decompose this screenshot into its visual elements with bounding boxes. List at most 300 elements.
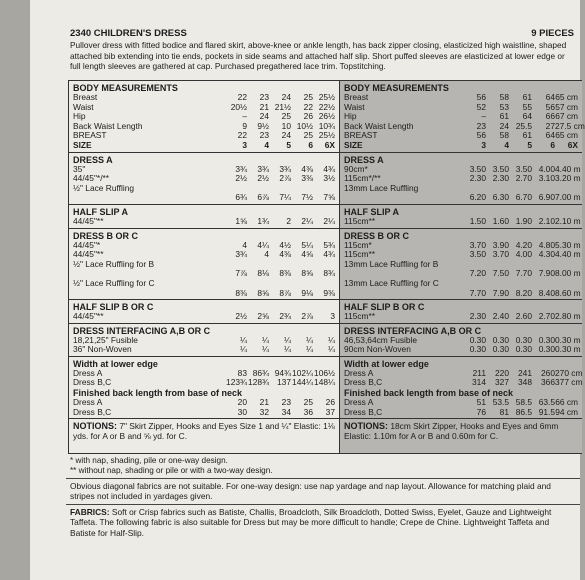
cell-value: 26 xyxy=(325,397,335,408)
table-row xyxy=(73,165,335,175)
notions-text: 18cm Skirt Zipper, Hooks and Eyes and 6mm Elastic: 1.10m for A or B and 0.60m for C. xyxy=(344,421,559,442)
chart-section xyxy=(340,300,582,324)
cell-value: 4⅜ xyxy=(301,163,313,174)
cell-value: 3¾ xyxy=(235,163,247,174)
cell-value: 148¼ xyxy=(314,377,335,388)
cell-value: ¼ xyxy=(306,344,313,355)
cell-value: 137 xyxy=(277,377,291,388)
cell-value: 220 xyxy=(495,367,509,378)
section-title: BODY MEASUREMENTS xyxy=(344,83,449,93)
row-label: Hip xyxy=(73,111,86,122)
cell-value: 22½ xyxy=(318,101,335,112)
row-label: 13mm Lace Ruffling for C xyxy=(344,277,439,288)
cell-value: 2½ xyxy=(235,311,247,322)
cell-value: 30 xyxy=(237,406,247,417)
cell-value: 270 cm xyxy=(555,367,583,378)
row-label: 44/45"** xyxy=(73,311,104,322)
cell-value: 10¾ xyxy=(318,120,335,131)
cell-value: 3¾ xyxy=(279,163,291,174)
cell-value: 5¼ xyxy=(301,239,313,250)
cell-value: 65 cm xyxy=(555,130,578,141)
cell-value: 6.30 xyxy=(492,192,509,203)
cell-value: 2.70 xyxy=(515,173,532,184)
cell-value: 2.40 xyxy=(492,311,509,322)
fabrics-label: FABRICS: xyxy=(70,507,110,517)
cell-value: 3¾ xyxy=(235,249,247,260)
row-label: 115cm** xyxy=(344,215,376,226)
cell-value: 4.30 xyxy=(538,249,555,260)
row-label: Dress A xyxy=(73,397,103,408)
row-label: Back Waist Length xyxy=(344,120,414,131)
cell-value: 2.80 m xyxy=(555,311,581,322)
cell-value: 6.70 xyxy=(515,192,532,203)
cell-value: 2.70 xyxy=(538,311,555,322)
cell-value: 6.90 xyxy=(538,192,555,203)
cell-value: 4 xyxy=(504,139,509,150)
cell-value: 9 xyxy=(242,120,247,131)
chart-section xyxy=(69,324,339,357)
cell-value: ¼ xyxy=(284,334,291,345)
table-row xyxy=(344,103,578,113)
cell-value: 10½ xyxy=(296,120,313,131)
cell-value: 63.5 xyxy=(538,397,555,408)
cell-value: 2⅞ xyxy=(279,173,291,184)
cell-value: 8.00 m xyxy=(555,268,581,279)
cell-value: 64 xyxy=(522,111,532,122)
chart-section xyxy=(69,300,339,324)
cell-value: 211 xyxy=(472,367,486,378)
cell-value: 8.20 xyxy=(515,287,532,298)
cell-value: 81 xyxy=(499,406,509,417)
imperial-column xyxy=(69,81,339,453)
cell-value: 7.90 xyxy=(492,287,509,298)
table-row xyxy=(73,93,335,103)
cell-value: 3½ xyxy=(323,173,335,184)
cell-value: 4.00 xyxy=(538,163,555,174)
cell-value: 26½ xyxy=(318,111,335,122)
cell-value: 8⅝ xyxy=(257,287,269,298)
row-label: ½" Lace Ruffling xyxy=(73,182,135,193)
cell-value: 366 xyxy=(541,377,555,388)
cell-value: 36 xyxy=(303,406,313,417)
cell-value: 4.00 xyxy=(515,249,532,260)
cell-value: 7¼ xyxy=(279,192,291,203)
table-row xyxy=(344,131,578,141)
row-label: Dress A xyxy=(344,367,374,378)
row-label: Dress B,C xyxy=(73,406,112,417)
cell-value: 3.70 xyxy=(469,239,486,250)
piece-count: 9 PIECES xyxy=(531,28,574,39)
cell-value: 7.70 xyxy=(515,268,532,279)
cell-value: 51 xyxy=(476,397,486,408)
cell-value: 7.70 xyxy=(469,287,486,298)
cell-value: 3.20 m xyxy=(555,173,581,184)
table-row xyxy=(73,408,335,418)
cell-value: 61 xyxy=(499,111,509,122)
cell-value: 4 xyxy=(242,239,247,250)
cell-value: 4¾ xyxy=(323,249,335,260)
cell-value: 8⅞ xyxy=(279,287,291,298)
chart-section xyxy=(340,357,582,419)
footnote-without-nap: ** without nap, shading or pile or with a two-way design. xyxy=(70,466,273,475)
cell-value: 3.50 xyxy=(515,163,532,174)
row-label: 35" xyxy=(73,163,86,174)
cell-value: 6 xyxy=(550,139,555,150)
cell-value: 56 xyxy=(476,130,486,141)
cell-value: 1.90 xyxy=(515,215,532,226)
cell-value: 34 xyxy=(281,406,291,417)
section-title: HALF SLIP A xyxy=(73,206,129,217)
cell-value: 106½ xyxy=(314,367,335,378)
notions-text: 7" Skirt Zipper, Hooks and Eyes Size 1 and ¼" Elastic: 1⅛ yds. for A or B and ⅝ yd. for C. xyxy=(73,421,335,442)
table-row xyxy=(73,131,335,141)
section-title: DRESS INTERFACING A,B OR C xyxy=(344,325,482,336)
table-row xyxy=(73,241,335,251)
cell-value: 53 xyxy=(499,101,509,112)
table-row xyxy=(344,192,581,203)
row-label: 115cm** xyxy=(344,311,376,322)
cell-value: 2.30 xyxy=(492,173,509,184)
cell-value: 91.5 xyxy=(538,406,555,417)
cell-value: 241 xyxy=(518,367,532,378)
table-row xyxy=(344,408,578,418)
cell-value: 24 xyxy=(499,120,509,131)
cell-value: 94 cm xyxy=(555,406,578,417)
cell-value: 4¼ xyxy=(257,239,269,250)
pattern-description: Pullover dress with fitted bodice and flared skirt, above-knee or ankle length, has back zipper closing, elasticized high waistline, shaped attached bib extending into tie ends, pockets in side seams and attached half slip. Short puffed sleeves are elasticized at lower edge or full length sleeves are gathered at cap. Purchased pregathered lace trim. Topstitching. xyxy=(70,40,567,71)
cell-value: 7.00 m xyxy=(555,192,581,203)
row-label: SIZE xyxy=(344,139,363,150)
cell-value: 4.20 xyxy=(515,239,532,250)
cell-value: 25½ xyxy=(318,92,335,102)
cell-value: 23 xyxy=(476,120,486,131)
cell-value: 2.10 xyxy=(538,215,555,226)
cell-value: 4½ xyxy=(279,239,291,250)
cell-value: 1.60 xyxy=(492,215,509,226)
cell-value: 86.5 xyxy=(515,406,532,417)
cell-value: 57 cm xyxy=(555,101,578,112)
cell-value: 21 xyxy=(259,101,269,112)
cell-value: 4¾ xyxy=(323,163,335,174)
section-subtitle: Finished back length from base of neck xyxy=(344,388,514,399)
row-label xyxy=(73,193,225,203)
cell-value: 8⅛ xyxy=(257,268,269,279)
cell-value: 6.20 xyxy=(469,192,486,203)
cell-value: 8.60 m xyxy=(555,287,581,298)
cell-value: 4.40 m xyxy=(555,163,581,174)
cell-value: 6X xyxy=(324,139,335,150)
cell-value: 0.30 xyxy=(492,334,509,345)
row-label: 13mm Lace Ruffling xyxy=(344,182,419,193)
cell-value: 2¼ xyxy=(323,215,335,226)
cell-value: 0.30 m xyxy=(555,344,581,355)
cell-value: 7.90 xyxy=(538,268,555,279)
row-label: SIZE xyxy=(73,139,92,150)
divider xyxy=(66,504,580,505)
row-label: Dress B,C xyxy=(344,377,383,388)
cell-value: 2.30 xyxy=(469,173,486,184)
cell-value: 6X xyxy=(567,139,578,150)
cell-value: 56 xyxy=(476,92,486,102)
fabrics-section xyxy=(70,507,574,538)
chart-section xyxy=(69,229,339,301)
cell-value: 8.40 xyxy=(538,287,555,298)
row-label: Waist xyxy=(73,101,94,112)
cell-value: – xyxy=(242,111,247,122)
row-label: 44/45"* xyxy=(73,239,101,250)
section-title: DRESS B OR C xyxy=(73,230,139,241)
cell-value: 37 xyxy=(325,406,335,417)
row-label: Breast xyxy=(344,92,369,102)
cell-value: 4.80 xyxy=(538,239,555,250)
cell-value: 2.10 m xyxy=(555,215,581,226)
cell-value: 2.60 xyxy=(515,311,532,322)
cell-value: 9⅜ xyxy=(323,287,335,298)
cell-value: 27 xyxy=(545,120,555,131)
cell-value: 6 xyxy=(308,139,313,150)
table-row xyxy=(344,344,581,355)
cell-value: 327 xyxy=(495,377,509,388)
cell-value: 32 xyxy=(259,406,269,417)
table-row xyxy=(73,312,335,322)
cell-value: 25 xyxy=(303,397,313,408)
table-row xyxy=(73,141,335,151)
chart-section xyxy=(340,324,582,357)
cell-value: 5¾ xyxy=(323,239,335,250)
cell-value: – xyxy=(481,111,486,122)
cell-value: 20½ xyxy=(230,101,247,112)
cell-value: 128¾ xyxy=(248,377,269,388)
cell-value: 3⅜ xyxy=(301,173,313,184)
cell-value: 4 xyxy=(264,139,269,150)
cell-value: 86¾ xyxy=(252,367,269,378)
cell-value: 0.30 xyxy=(515,344,532,355)
chart-section xyxy=(69,153,339,205)
cell-value: 8⅜ xyxy=(235,287,247,298)
cell-value: 348 xyxy=(518,377,532,388)
cell-value: 22 xyxy=(237,130,247,141)
cell-value: 7⅞ xyxy=(235,268,247,279)
cell-value: 2⅝ xyxy=(257,311,269,322)
cell-value: 23 xyxy=(259,130,269,141)
cell-value: ¼ xyxy=(306,334,313,345)
chart-section xyxy=(69,205,339,229)
row-label: Back Waist Length xyxy=(73,120,143,131)
section-title: HALF SLIP B OR C xyxy=(344,302,425,313)
section-title: HALF SLIP B OR C xyxy=(73,302,154,313)
cell-value: 3.50 xyxy=(492,163,509,174)
footnotes xyxy=(70,456,574,476)
table-row xyxy=(73,378,335,388)
row-label: Dress B,C xyxy=(344,406,383,417)
table-row xyxy=(344,215,581,227)
row-label: 90cm* xyxy=(344,163,368,174)
cell-value: 0.30 xyxy=(469,334,486,345)
cell-value: 1.50 xyxy=(469,215,486,226)
cell-value: 3 xyxy=(481,139,486,150)
cell-value: 64 xyxy=(545,130,555,141)
section-title: NOTIONS: xyxy=(73,421,117,432)
cell-value: 22 xyxy=(303,101,313,112)
cell-value: 102¼ xyxy=(292,367,313,378)
row-label: 115cm*/** xyxy=(344,173,381,184)
cell-value: 3.50 xyxy=(469,249,486,260)
cell-value: 0.30 xyxy=(538,334,555,345)
cell-value: 64 xyxy=(545,92,555,102)
cell-value: 66 xyxy=(545,111,555,122)
cell-value: 23 xyxy=(281,397,291,408)
row-label: 44/45"*/** xyxy=(73,173,110,184)
cell-value: 53.5 xyxy=(492,397,509,408)
chart-section xyxy=(340,229,582,301)
cell-value: 8⅜ xyxy=(279,268,291,279)
cell-value: 6¾ xyxy=(235,192,247,203)
row-label: 115cm* xyxy=(344,239,372,250)
cell-value: 24 xyxy=(281,92,291,102)
cell-value: 26 xyxy=(303,111,313,122)
section-title: DRESS B OR C xyxy=(344,230,410,241)
cell-value: 83 xyxy=(237,367,247,378)
cell-value: 9½ xyxy=(257,120,269,131)
cell-value: 377 cm xyxy=(555,377,583,388)
table-row xyxy=(73,345,335,355)
diagonal-fabric-note: Obvious diagonal fabrics are not suitable. For one-way design: use nap yardage and nap layout. Allowance for matching plaid and stripes not included in yardages given. xyxy=(70,481,551,502)
cell-value: 76 xyxy=(476,406,486,417)
table-row xyxy=(344,141,578,151)
cell-value: 25.5 xyxy=(515,120,532,131)
cell-value: ¼ xyxy=(284,344,291,355)
row-label: 18,21,25" Fusible xyxy=(73,334,138,345)
cell-value: 58 xyxy=(499,130,509,141)
table-row xyxy=(344,287,581,299)
table-row xyxy=(73,193,335,203)
cell-value: 7.20 xyxy=(469,268,486,279)
cell-value: 1¾ xyxy=(257,215,269,226)
cell-value: ¼ xyxy=(240,344,247,355)
cell-value: 8⅝ xyxy=(301,268,313,279)
cell-value: 2¼ xyxy=(301,215,313,226)
cell-value: 2.30 xyxy=(469,311,486,322)
cell-value: 21½ xyxy=(274,101,291,112)
table-row xyxy=(73,184,335,194)
row-label: 13mm Lace Ruffling for B xyxy=(344,258,439,269)
footnote-nap: * with nap, shading, pile or one-way design. xyxy=(70,456,228,465)
cell-value: 5.30 m xyxy=(555,239,581,250)
table-row xyxy=(73,260,335,270)
cell-value: 0.30 xyxy=(469,344,486,355)
cell-value: 3 xyxy=(330,311,335,322)
row-label: ½" Lace Ruffling for C xyxy=(73,277,155,288)
pattern-title: 2340 CHILDREN'S DRESS xyxy=(70,28,187,39)
row-label: Hip xyxy=(344,111,357,122)
section-title: DRESS INTERFACING A,B OR C xyxy=(73,325,211,336)
cell-value: 24 xyxy=(281,130,291,141)
section-title: Width at lower edge xyxy=(344,358,429,369)
table-row xyxy=(344,377,583,388)
row-label: 90cm Non-Woven xyxy=(344,344,411,355)
table-row xyxy=(344,120,585,132)
section-title: DRESS A xyxy=(73,154,113,165)
cell-value: 25½ xyxy=(318,130,335,141)
cell-value: 3 xyxy=(242,139,247,150)
cell-value: 21 xyxy=(259,397,269,408)
cell-value: 314 xyxy=(472,377,486,388)
section-title: HALF SLIP A xyxy=(344,206,400,217)
cell-value: 9⅛ xyxy=(301,287,313,298)
cell-value: 61 xyxy=(522,130,532,141)
cell-value: 1⅝ xyxy=(235,215,247,226)
cell-value: 0.30 xyxy=(492,344,509,355)
cell-value: 65 cm xyxy=(555,92,578,102)
cell-value: 2½ xyxy=(235,173,247,184)
section-title: BODY MEASUREMENTS xyxy=(73,83,178,93)
cell-value: 3.90 xyxy=(492,239,509,250)
cell-value: 8¾ xyxy=(323,268,335,279)
row-label: Breast xyxy=(73,92,98,102)
table-row xyxy=(73,398,335,408)
cell-value: 4 xyxy=(264,249,269,260)
cell-value: 58 xyxy=(499,92,509,102)
table-row xyxy=(73,122,335,132)
table-row xyxy=(344,311,581,322)
chart-section xyxy=(340,419,582,442)
cell-value: 0.30 xyxy=(538,344,555,355)
cell-value: 4⅝ xyxy=(301,249,313,260)
cell-value: 58.5 xyxy=(515,397,532,408)
cell-value: 25 xyxy=(281,111,291,122)
table-row xyxy=(73,217,335,227)
fabrics-text: Soft or Crisp fabrics such as Batiste, Challis, Broadcloth, Silk Broadcloth, Dotted Swiss, Eyelet, Gauze and Lightweight Taffeta. The following fabric is also suitable for Dress but may be more difficult to handle; Crepe de Chine. Lightweight Taffeta and Batiste for Half-Slip. xyxy=(70,507,552,538)
metric-column xyxy=(339,81,585,453)
cell-value: 7.50 xyxy=(492,268,509,279)
cell-value: 5 xyxy=(527,139,532,150)
cell-value: 52 xyxy=(476,101,486,112)
cell-value: 27.5 cm xyxy=(555,120,585,131)
cell-value: 144¼ xyxy=(292,377,313,388)
row-label: BREAST xyxy=(73,130,107,141)
cell-value: 4⅜ xyxy=(279,249,291,260)
chart-section xyxy=(340,153,582,205)
cell-value: 0.30 m xyxy=(555,334,581,345)
row-label: 115cm** xyxy=(344,249,376,260)
cell-value: 7⅝ xyxy=(323,192,335,203)
cell-value: 66 cm xyxy=(555,397,578,408)
row-label xyxy=(344,193,463,203)
chart-section xyxy=(340,81,585,153)
cell-value: 10 xyxy=(281,120,291,131)
cell-value: 25 xyxy=(303,130,313,141)
chart-section xyxy=(69,357,339,419)
cell-value: 25 xyxy=(303,92,313,102)
row-label: BREAST xyxy=(344,130,378,141)
table-row xyxy=(73,103,335,113)
cell-value: 3¾ xyxy=(257,163,269,174)
cell-value: ¼ xyxy=(328,344,335,355)
row-label: 46,53,64cm Fusible xyxy=(344,334,418,345)
cell-value: 23 xyxy=(259,92,269,102)
cell-value: 94¾ xyxy=(274,367,291,378)
row-label xyxy=(344,289,463,299)
cell-value: 0.30 xyxy=(515,334,532,345)
cell-value: 260 xyxy=(541,367,555,378)
row-label: Waist xyxy=(344,101,365,112)
cell-value: 5 xyxy=(286,139,291,150)
chart-section xyxy=(69,81,339,153)
section-subtitle: Finished back length from base of neck xyxy=(73,388,243,399)
cell-value: 123¾ xyxy=(226,377,247,388)
cell-value: 67 cm xyxy=(555,111,578,122)
row-label: ½" Lace Ruffling for B xyxy=(73,258,155,269)
